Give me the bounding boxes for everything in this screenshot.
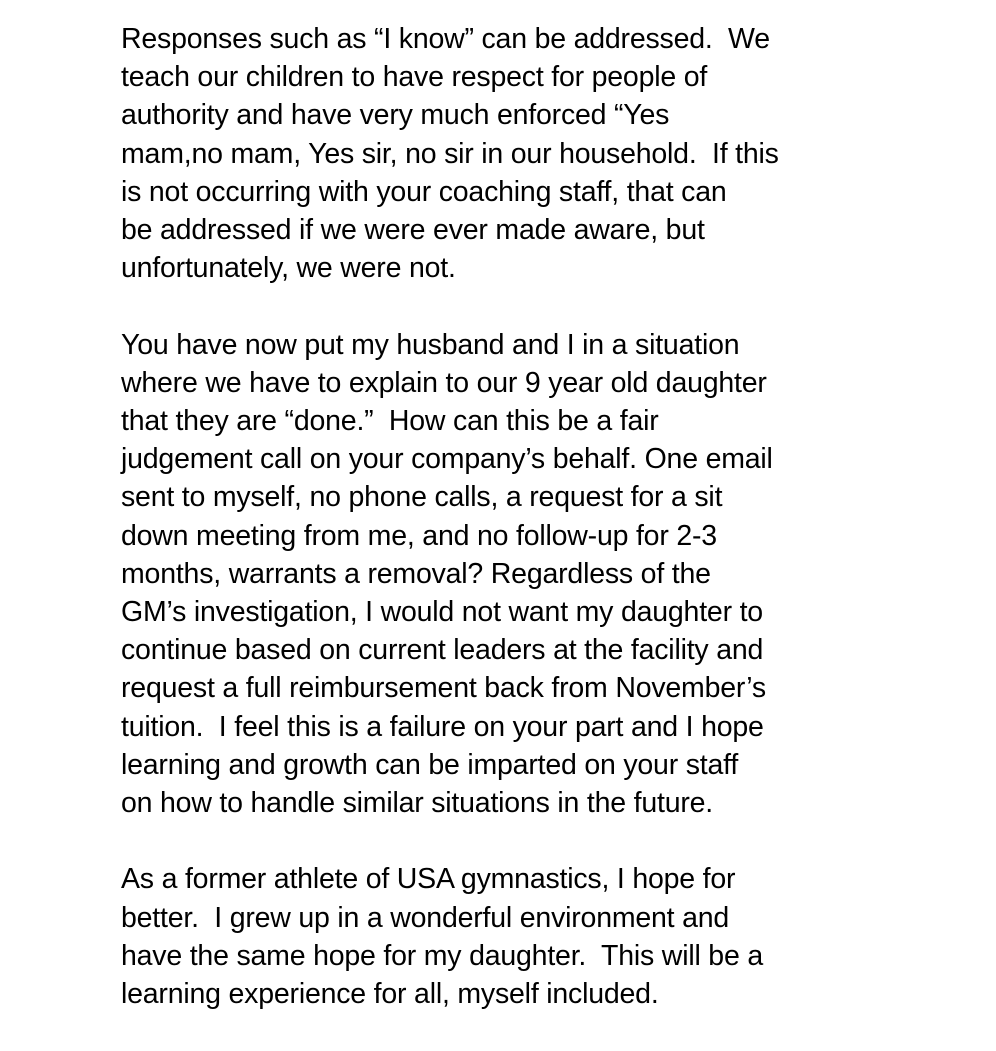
text-line: As a former athlete of USA gymnastics, I hope for xyxy=(121,863,736,896)
text-line: better. I grew up in a wonderful environment and xyxy=(121,901,730,934)
text-line: continue based on current leaders at the facility and xyxy=(121,634,764,667)
text-line: tuition. I feel this is a failure on your part and I hope xyxy=(121,710,764,743)
text-line: is not occurring with your coaching staff, that can xyxy=(121,175,727,208)
text-line: judgement call on your company’s behalf. One email xyxy=(121,443,773,476)
text-line: down meeting from me, and no follow-up for 2-3 xyxy=(121,519,717,552)
text-line: GM’s investigation, I would not want my daughter to xyxy=(121,596,763,629)
text-line: that they are “done.” How can this be a fair xyxy=(121,405,659,438)
text-line: learning and growth can be imparted on your staff xyxy=(121,748,739,781)
text-line: unfortunately, we were not. xyxy=(121,252,456,285)
text-line: sent to myself, no phone calls, a request for a sit xyxy=(121,481,723,514)
text-line: learning experience for all, myself included. xyxy=(121,978,659,1011)
paragraph-1 xyxy=(121,20,921,287)
text-line: authority and have very much enforced “Yes xyxy=(121,99,670,132)
text-line: Responses such as “I know” can be addressed. We xyxy=(121,23,770,55)
text-line: You have now put my husband and I in a situation xyxy=(121,328,740,361)
text-line: be addressed if we were ever made aware, but xyxy=(121,214,705,247)
text-line: months, warrants a removal? Regardless of the xyxy=(121,557,711,590)
text-line: on how to handle similar situations in the future. xyxy=(121,787,714,820)
paragraph-2 xyxy=(121,326,921,823)
text-line: mam,no mam, Yes sir, no sir in our household. If this xyxy=(121,137,779,170)
text-line: request a full reimbursement back from November’s xyxy=(121,672,766,705)
text-line: teach our children to have respect for people of xyxy=(121,61,708,94)
paragraph-3 xyxy=(121,860,921,1013)
letter-document xyxy=(121,20,921,1051)
text-line: where we have to explain to our 9 year old daughter xyxy=(121,366,767,399)
text-line: have the same hope for my daughter. This will be a xyxy=(121,939,763,972)
